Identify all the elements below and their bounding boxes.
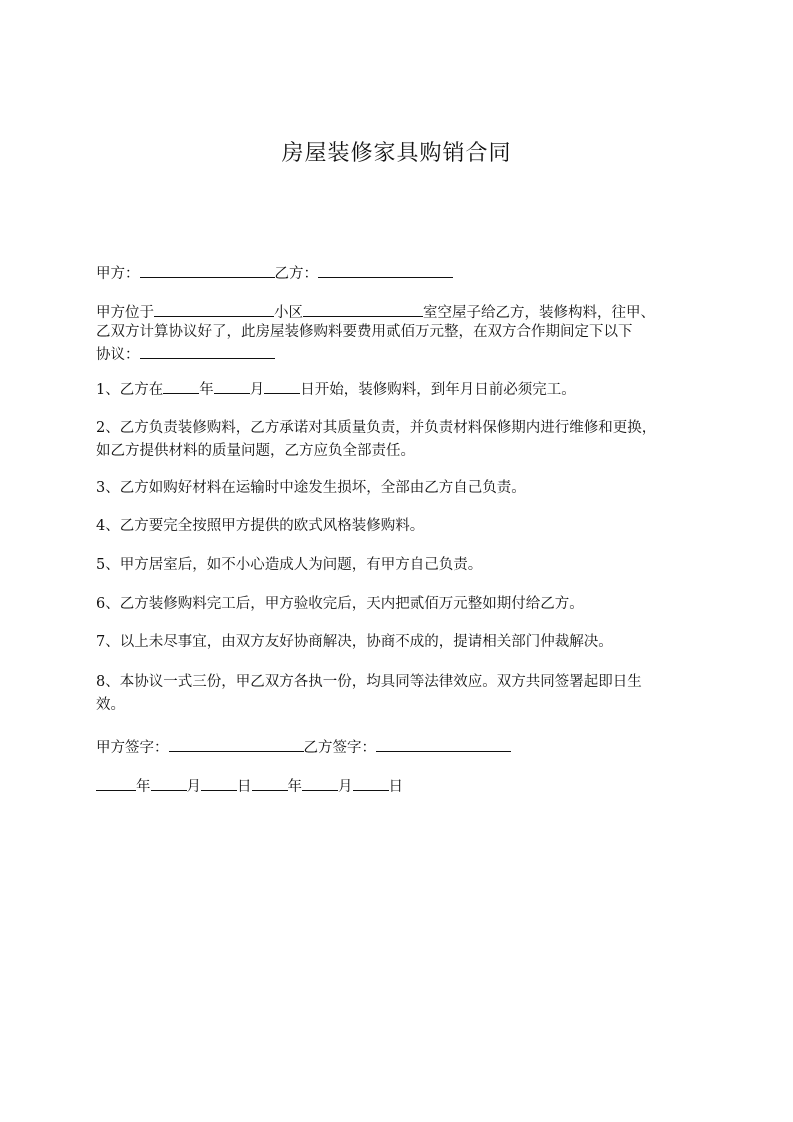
- clause-8-line-2: 效。: [96, 697, 125, 713]
- intro-text-3: 室空屋子给乙方，装修构料，往甲、: [423, 305, 655, 321]
- date-line: [96, 775, 716, 798]
- party-b-label: 乙方：: [274, 266, 318, 282]
- document-title: 房屋装修家具购销合同: [281, 141, 512, 166]
- party-a-year-blank[interactable]: [96, 775, 136, 791]
- party-a-month-blank[interactable]: [151, 775, 187, 791]
- clause-2-line-1: 2、乙方负责装修购料，乙方承诺对其质量负责，并负责材料保修期内进行维修和更换，: [96, 420, 657, 436]
- party-b-day-blank[interactable]: [353, 775, 389, 791]
- clause-1: [96, 378, 716, 401]
- clause-6: 6、乙方装修购料完工后，甲方验收完后，天内把贰佰万元整如期付给乙方。: [96, 596, 584, 612]
- clause-1-prefix: 1、乙方在: [96, 382, 164, 398]
- room-blank[interactable]: [303, 301, 423, 317]
- signature-line: [96, 736, 716, 759]
- party-b-month-blank[interactable]: [302, 775, 338, 791]
- intro-line-2: [96, 322, 716, 343]
- intro-text-1: 甲方位于: [96, 305, 154, 321]
- party-a-day-blank[interactable]: [201, 775, 237, 791]
- party-b-blank[interactable]: [318, 262, 453, 278]
- party-b-sign-blank[interactable]: [376, 736, 511, 752]
- party-b-month-label: 月: [338, 779, 353, 795]
- party-b-day-label: 日: [388, 779, 403, 795]
- clause-1-day-blank[interactable]: [264, 378, 300, 394]
- party-a-blank[interactable]: [140, 262, 275, 278]
- parties-line: [96, 262, 716, 285]
- clause-5: 5、甲方居室后，如不小心造成人为问题，有甲方自己负责。: [96, 557, 483, 573]
- clause-1-month-blank[interactable]: [214, 378, 250, 394]
- party-a-year-label: 年: [136, 779, 151, 795]
- clause-1-month-label: 月: [249, 382, 265, 398]
- party-b-year-label: 年: [287, 779, 302, 795]
- clause-1-suffix: 日开始，装修购料，到年月日前必须完工。: [300, 382, 576, 398]
- clause-3: 3、乙方如购好材料在运输时中途发生损坏，全部由乙方自己负责。: [96, 480, 526, 496]
- agreement-blank[interactable]: [140, 343, 275, 359]
- party-a-day-label: 日: [237, 779, 252, 795]
- location-blank[interactable]: [154, 301, 274, 317]
- clause-1-year-blank[interactable]: [163, 378, 199, 394]
- party-b-year-blank[interactable]: [252, 775, 288, 791]
- clause-7: 7、以上未尽事宜，由双方友好协商解决，协商不成的，提请相关部门仲裁解决。: [96, 634, 613, 650]
- party-a-sign-label: 甲方签字：: [96, 740, 169, 756]
- party-a-month-label: 月: [186, 779, 201, 795]
- clause-8-line-1: 8、本协议一式三份，甲乙双方各执一份，均具同等法律效应。双方共同签署起即日生: [96, 674, 642, 690]
- clause-2-line-2: 如乙方提供材料的质量问题，乙方应负全部责任。: [96, 443, 415, 459]
- party-a-label: 甲方：: [96, 266, 140, 282]
- party-a-sign-blank[interactable]: [169, 736, 304, 752]
- party-b-sign-label: 乙方签字：: [303, 740, 376, 756]
- intro-text-2: 小区: [274, 305, 303, 321]
- intro-line-3: [96, 343, 716, 366]
- clause-4: 4、乙方要完全按照甲方提供的欧式风格装修购料。: [96, 518, 425, 534]
- intro-line-1: [96, 301, 716, 324]
- clause-1-year-label: 年: [199, 382, 214, 398]
- intro-text-4: 乙双方计算协议好了，此房屋装修购料要费用贰佰万元整，在双方合作期间定下以下: [96, 324, 633, 340]
- agreement-label: 协议：: [96, 347, 140, 363]
